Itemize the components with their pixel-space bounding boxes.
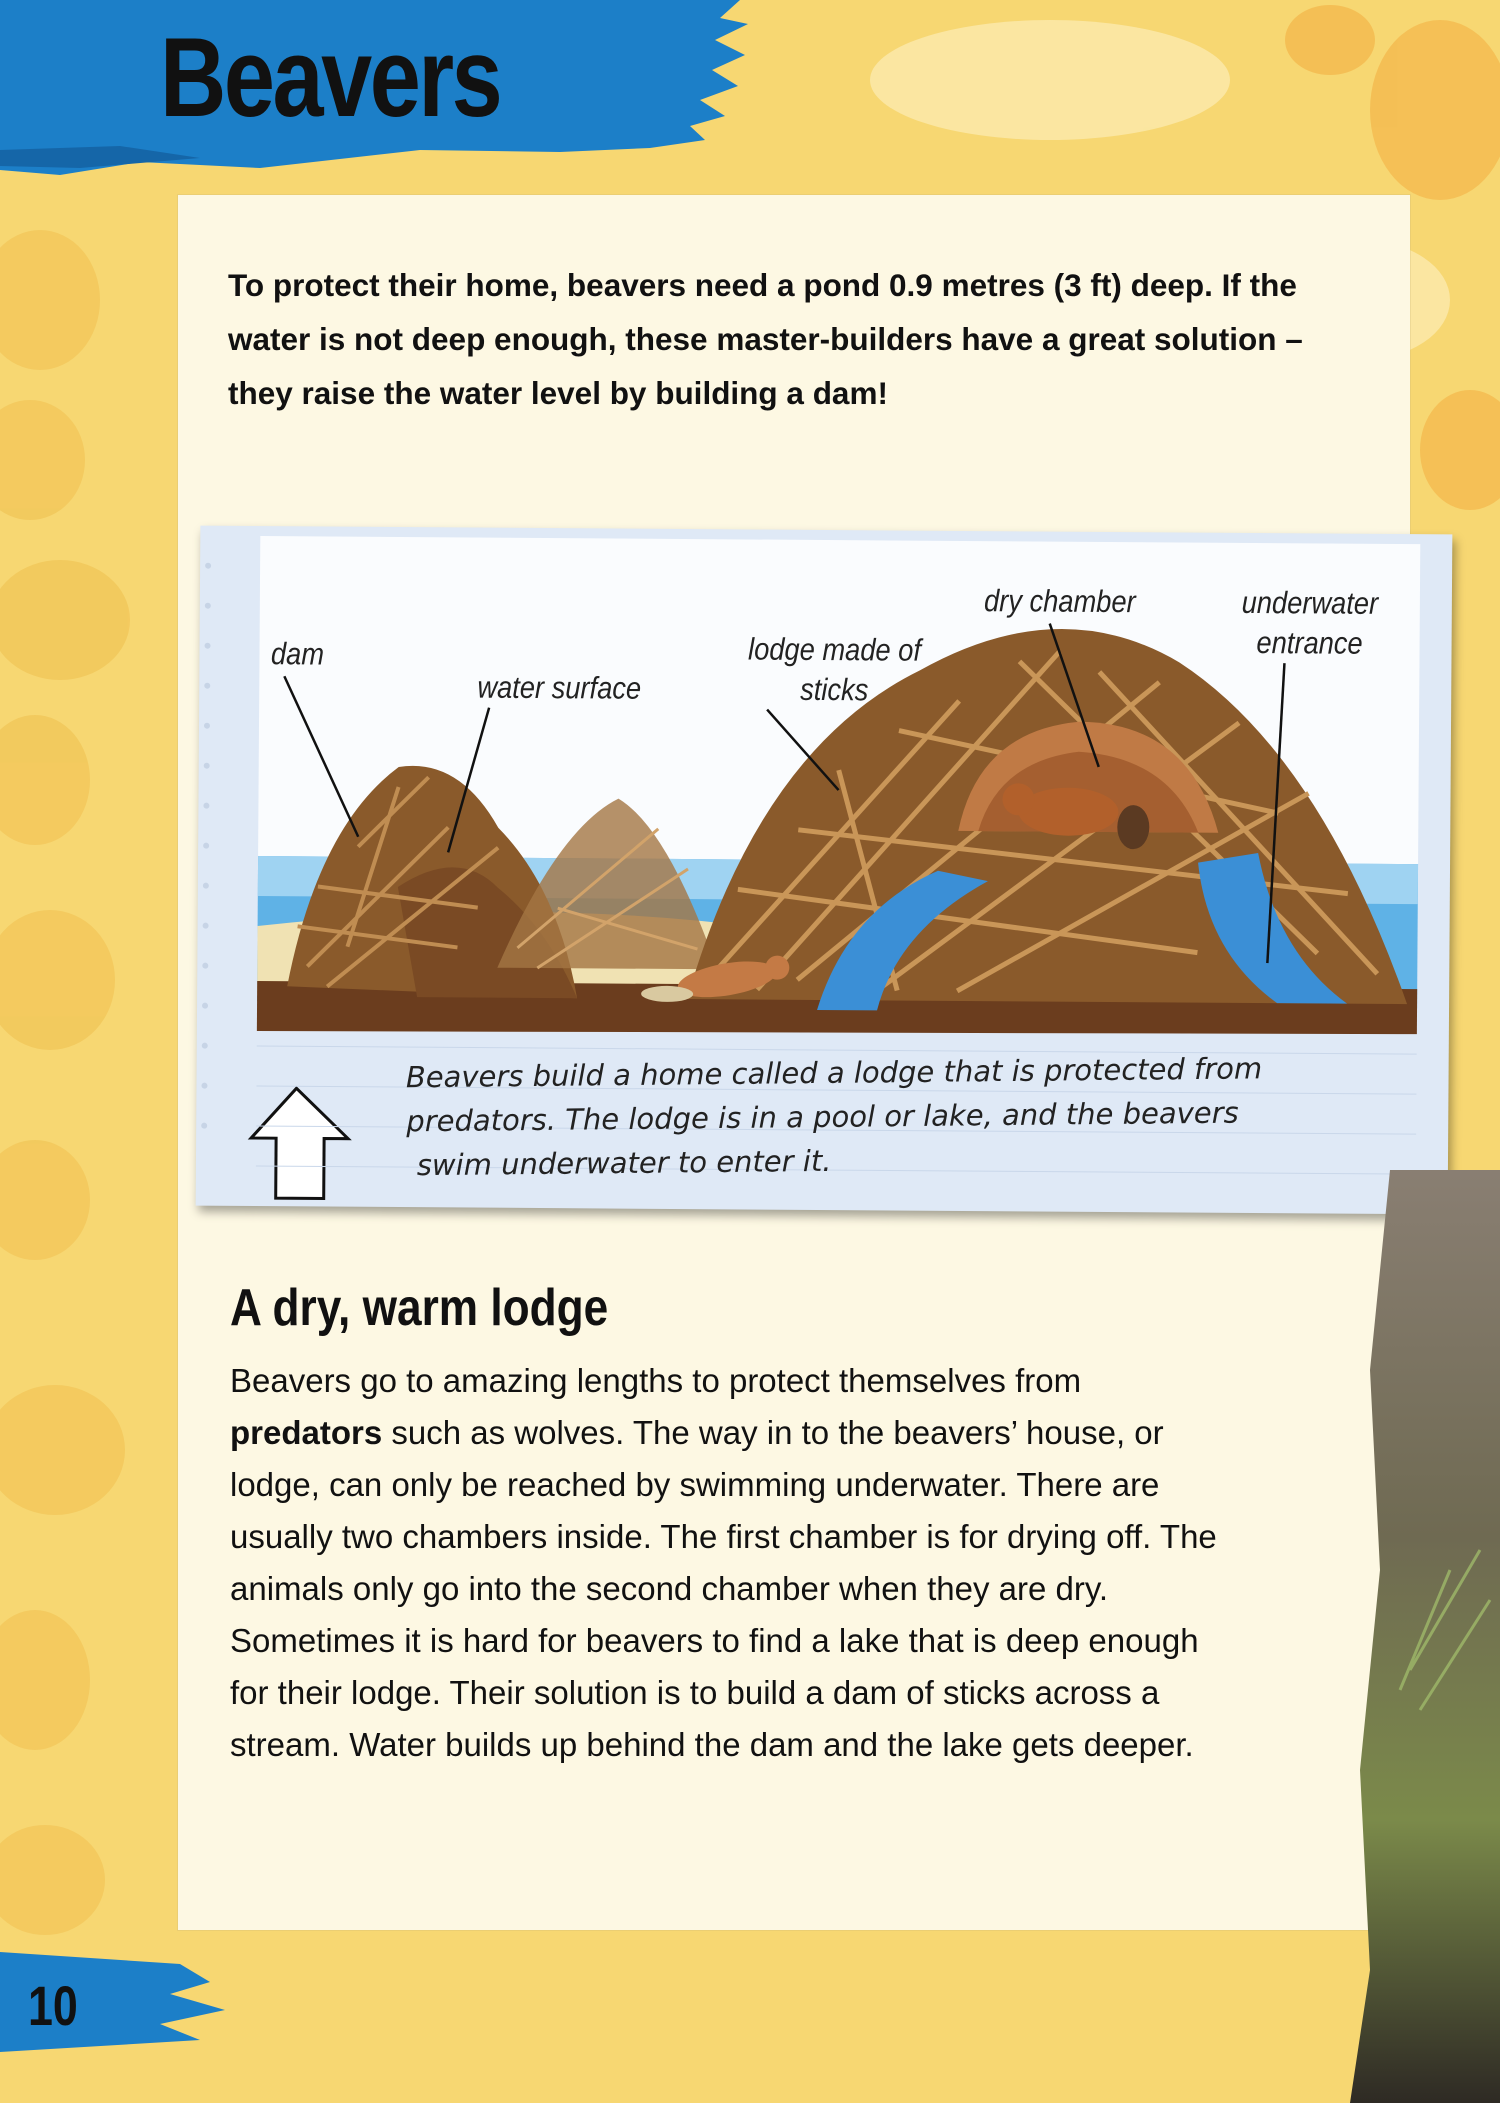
body-paragraph: [230, 1355, 1230, 1771]
label-water-surface: water surface: [477, 669, 642, 706]
body-text-part1: Beavers go to amazing lengths to protect themselves from: [230, 1362, 1082, 1399]
intro-paragraph: To protect their home, beavers need a pond 0.9 metres (3 ft) deep. If the water is not deep enough, these master-builders have a great solution – they raise the water level by building a dam!: [228, 267, 1303, 411]
label-lodge-line2: sticks: [800, 671, 869, 708]
label-underwater-line1: underwater: [1241, 584, 1379, 621]
page-number: 10: [28, 1974, 78, 2037]
section-heading: A dry, warm lodge: [230, 1279, 609, 1337]
label-lodge-line1: lodge made of: [747, 631, 922, 668]
caption-line-2: predators. The lodge is in a pool or lake, and the beavers: [406, 1095, 1239, 1139]
label-underwater-entrance: [1221, 583, 1398, 664]
caption-line-3: swim underwater to enter it.: [416, 1143, 832, 1183]
label-lodge: [733, 629, 936, 710]
label-dam: dam: [270, 636, 325, 672]
lodge-diagram: [196, 526, 1453, 1215]
page-title: Beavers: [160, 15, 501, 140]
diagram-caption: [406, 1045, 1347, 1187]
label-underwater-line2: entrance: [1256, 625, 1363, 661]
label-dry-chamber: dry chamber: [983, 583, 1136, 620]
body-text-bold: predators: [230, 1414, 383, 1451]
photo-strip: [1330, 1170, 1500, 2103]
caption-line-1: Beavers build a home called a lodge that is protected from: [405, 1051, 1263, 1095]
body-text-part2: such as wolves. The way in to the beavers’ house, or lodge, can only be reached by swimming underwater. There are usually two chambers inside. The first chamber is for drying off. The animals only go into the second chamber when they are dry. Sometimes it is hard for beavers to find a lake that is deep enough for their lodge. Their solution is to build a dam of sticks across a stream. Water builds up behind the dam and the lake gets deeper.: [230, 1414, 1217, 1763]
